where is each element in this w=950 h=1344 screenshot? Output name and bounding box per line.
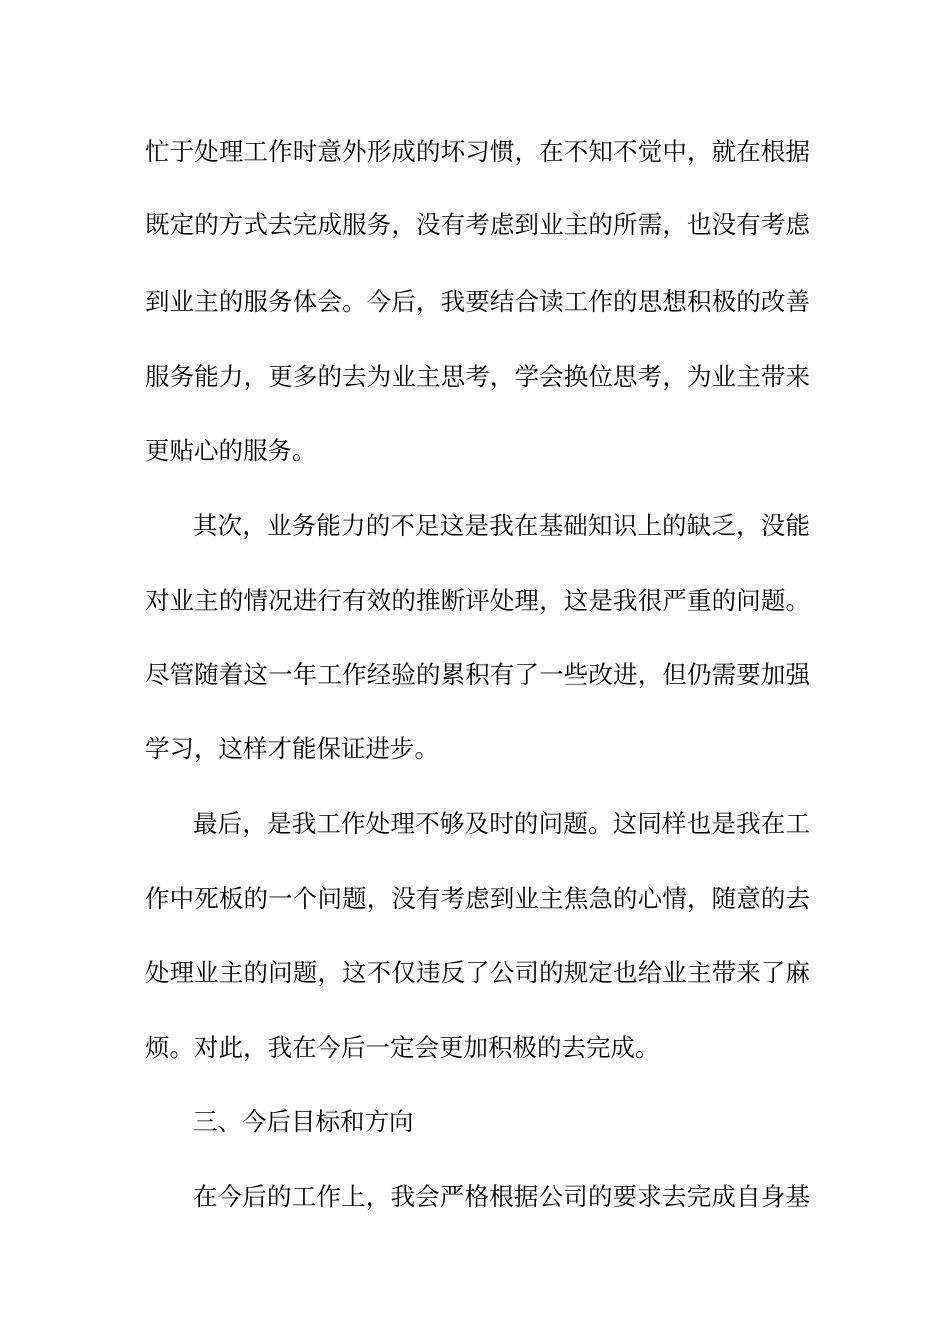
- paragraph-3-line-3: 处理业主的问题，这不仅违反了公司的规定也给业主带来了麻: [145, 958, 810, 987]
- paragraph-3-line-4: 烦。对此，我在今后一定会更加积极的去完成。: [145, 1033, 660, 1062]
- paragraph-4-line-1: 在今后的工作上，我会严格根据公司的要求去完成自身基: [193, 1182, 810, 1211]
- paragraph-2-line-4: 学习，这样才能保证进步。: [145, 734, 439, 763]
- paragraph-2-line-2: 对业主的情况进行有效的推断评处理，这是我很严重的问题。: [145, 586, 810, 615]
- paragraph-1-line-4: 服务能力，更多的去为业主思考，学会换位思考，为业主带来: [145, 362, 810, 391]
- paragraph-2-line-1: 其次，业务能力的不足这是我在基础知识上的缺乏，没能: [193, 511, 810, 540]
- paragraph-3-line-2: 作中死板的一个问题，没有考虑到业主焦急的心情，随意的去: [145, 884, 810, 913]
- paragraph-1-line-2: 既定的方式去完成服务，没有考虑到业主的所需，也没有考虑: [145, 210, 810, 239]
- paragraph-1-line-5: 更贴心的服务。: [145, 436, 317, 465]
- paragraph-2-line-3: 尽管随着这一年工作经验的累积有了一些改进，但仍需要加强: [145, 660, 810, 689]
- paragraph-3-line-1: 最后，是我工作处理不够及时的问题。这同样也是我在工: [193, 809, 810, 838]
- paragraph-1-line-3: 到业主的服务体会。今后，我要结合读工作的思想积极的改善: [145, 287, 810, 316]
- paragraph-1-line-1: 忙于处理工作时意外形成的坏习惯，在不知不觉中，就在根据: [145, 137, 810, 166]
- section-heading: 三、今后目标和方向: [193, 1107, 414, 1136]
